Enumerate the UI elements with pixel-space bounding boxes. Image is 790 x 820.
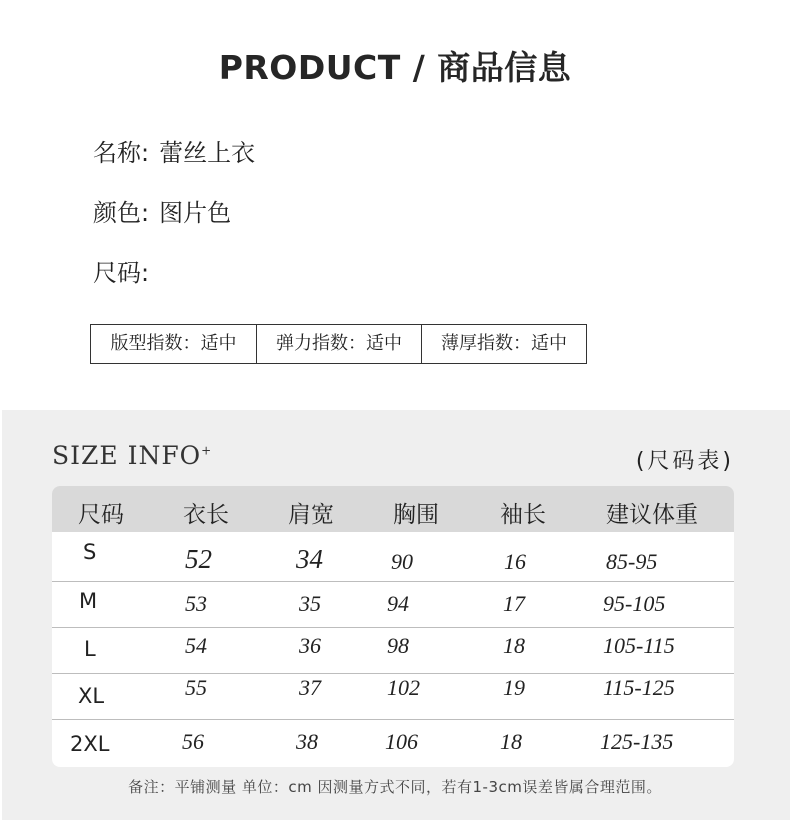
- cell-length: 53: [185, 591, 207, 616]
- color-row: [93, 193, 231, 228]
- size-label: 尺码:: [93, 259, 150, 287]
- cell-size: M: [79, 589, 98, 613]
- cell-sleeve: 18: [503, 633, 525, 658]
- name-value: 蕾丝上衣: [159, 139, 256, 167]
- cell-length: 56: [182, 729, 204, 754]
- size-chart-subtitle: (尺码表): [635, 449, 734, 474]
- cell-shoulder: 38: [296, 729, 318, 754]
- cell-size: XL: [78, 684, 105, 708]
- cell-shoulder: 37: [299, 675, 321, 700]
- cell-size: L: [84, 637, 96, 661]
- cell-shoulder: 36: [299, 633, 321, 658]
- row-divider: [52, 673, 734, 674]
- cell-bust: 102: [387, 675, 420, 700]
- size-info-title-text: SIZE INFO: [52, 441, 202, 470]
- cell-bust: 106: [385, 729, 418, 754]
- row-divider: [52, 719, 734, 720]
- name-row: [93, 133, 255, 168]
- cell-length: 54: [185, 633, 207, 658]
- header-size: 尺码: [78, 502, 124, 528]
- fit-index-box: [90, 324, 587, 364]
- cell-size: S: [83, 540, 97, 564]
- product-title: PRODUCT / 商品信息: [218, 48, 572, 87]
- cell-shoulder: 34: [296, 544, 323, 574]
- color-label: 颜色:: [93, 199, 150, 227]
- cell-sleeve: 19: [503, 675, 525, 700]
- color-value: 图片色: [159, 199, 232, 227]
- size-table: [52, 486, 734, 767]
- cell-sleeve: 18: [500, 729, 522, 754]
- cell-weight: 95-105: [603, 591, 666, 616]
- thickness-index: 薄厚指数：适中: [421, 325, 586, 363]
- cell-weight: 85-95: [606, 549, 658, 574]
- stretch-index: 弹力指数：适中: [256, 325, 421, 363]
- size-info-title: [52, 441, 212, 470]
- row-divider: [52, 581, 734, 582]
- cell-sleeve: 17: [503, 591, 525, 616]
- header-shoulder: 肩宽: [288, 502, 334, 528]
- cell-length: 55: [185, 675, 207, 700]
- fit-index: 版型指数：适中: [110, 333, 237, 354]
- header-bust: 胸围: [393, 502, 439, 528]
- cell-sleeve: 16: [504, 549, 526, 574]
- cell-bust: 90: [391, 549, 413, 574]
- name-label: 名称:: [93, 139, 150, 167]
- size-table-header: [52, 486, 734, 532]
- cell-length: 52: [185, 544, 212, 574]
- cell-weight: 105-115: [603, 633, 675, 658]
- size-info-title-mark: +: [201, 443, 213, 458]
- row-divider: [52, 627, 734, 628]
- cell-shoulder: 35: [299, 591, 321, 616]
- cell-size: 2XL: [70, 732, 110, 756]
- size-row: [93, 253, 149, 288]
- cell-weight: 125-135: [600, 729, 674, 754]
- cell-bust: 98: [387, 633, 409, 658]
- cell-bust: 94: [387, 591, 409, 616]
- header-length: 衣长: [183, 502, 229, 528]
- measurement-note: 备注：平铺测量 单位：cm 因测量方式不同，若有1-3cm误差皆属合理范围。: [128, 778, 662, 796]
- header-sleeve: 袖长: [500, 502, 546, 528]
- cell-weight: 115-125: [603, 675, 675, 700]
- header-weight: 建议体重: [606, 502, 698, 528]
